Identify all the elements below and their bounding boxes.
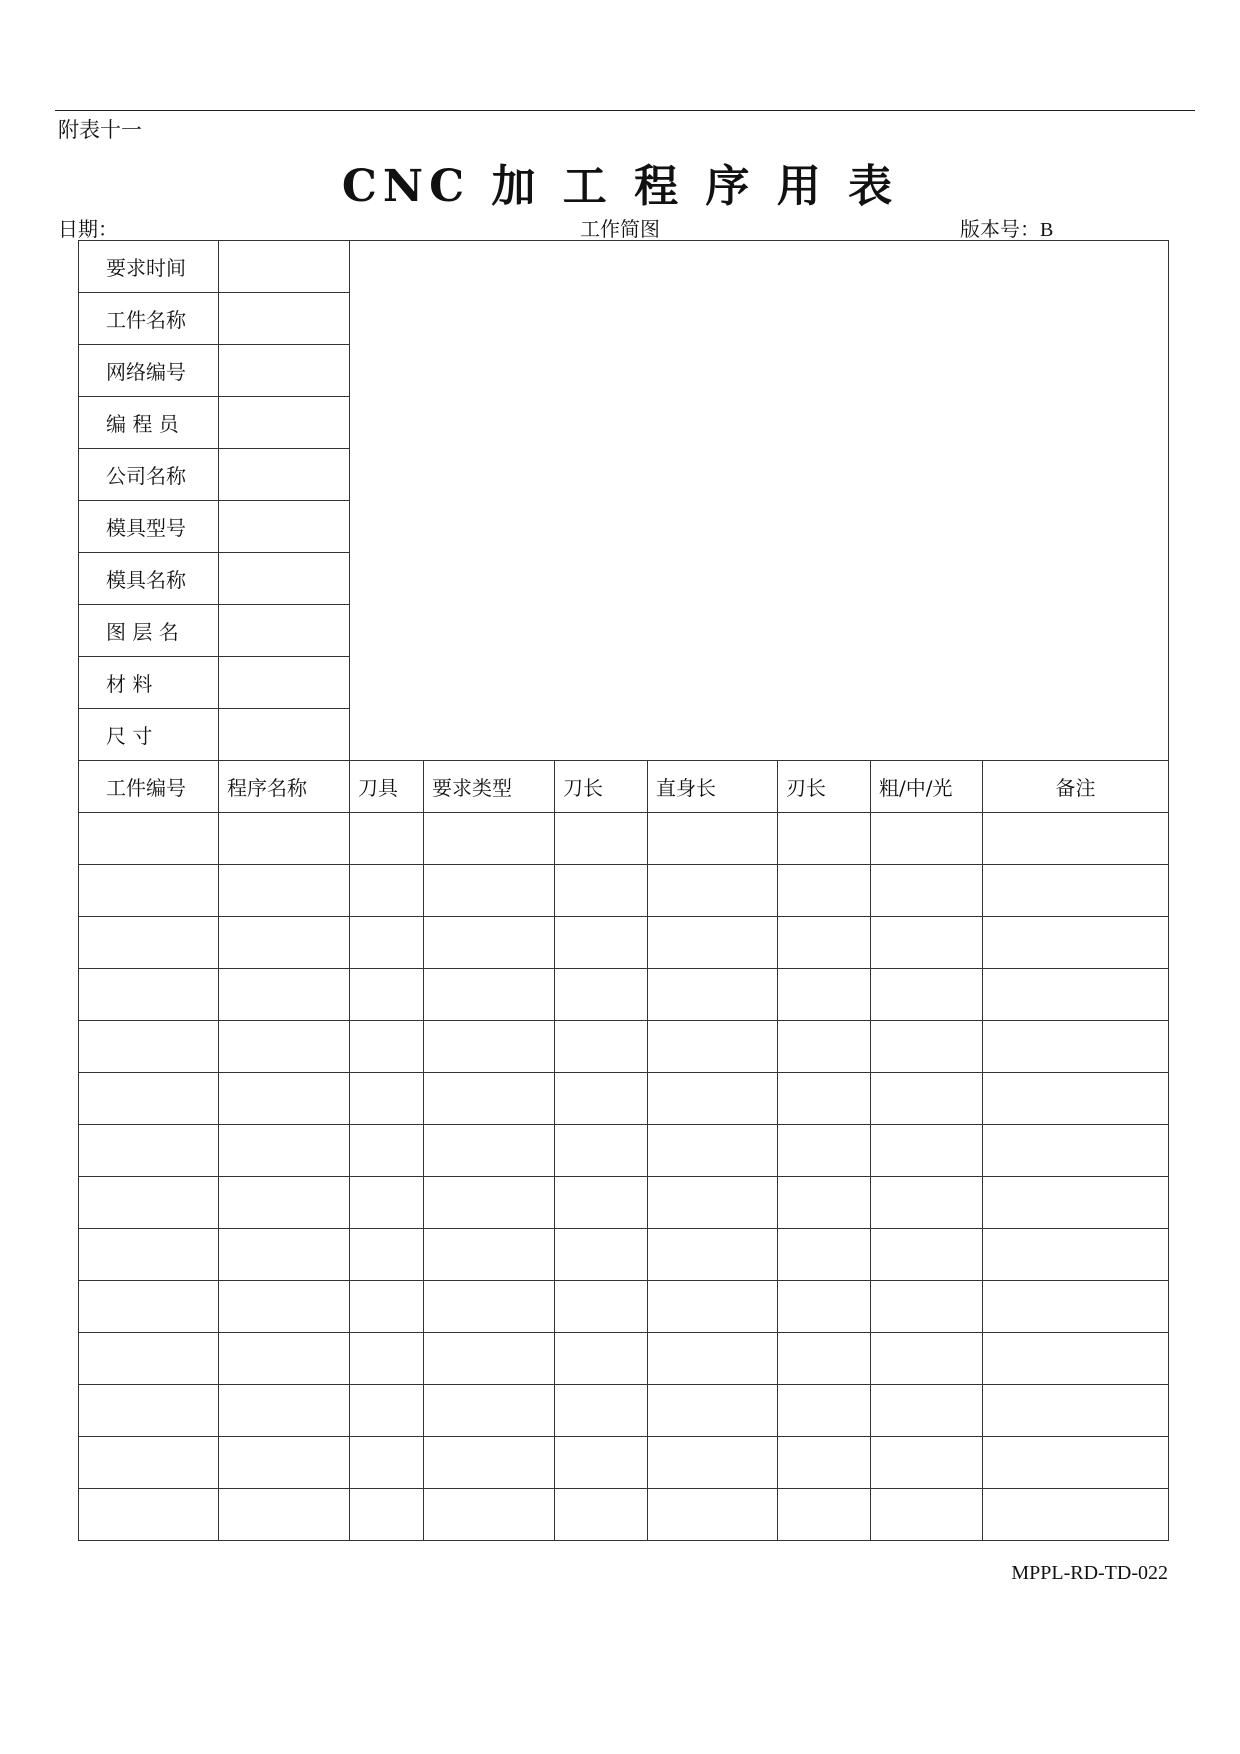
program-cell-workno[interactable]: [79, 1073, 219, 1125]
info-value-field[interactable]: [219, 345, 350, 397]
program-cell-remark[interactable]: [983, 1125, 1169, 1177]
program-cell-toollen[interactable]: [555, 1385, 648, 1437]
program-cell-edgelen[interactable]: [778, 1073, 871, 1125]
document-code: MPPL-RD-TD-022: [1011, 1562, 1168, 1584]
column-header-remark: 备注: [983, 761, 1169, 813]
program-cell-edgelen[interactable]: [778, 1489, 871, 1541]
program-cell-progname[interactable]: [219, 1281, 350, 1333]
info-row: [79, 241, 1169, 293]
program-cell-straightlen[interactable]: [648, 917, 778, 969]
sketch-label: 工作简图: [580, 217, 660, 241]
column-header-straightlen: 直身长: [648, 761, 778, 813]
column-header-tool: 刀具: [350, 761, 424, 813]
program-cell-reqtype[interactable]: [424, 1333, 555, 1385]
program-cell-toollen[interactable]: [555, 1489, 648, 1541]
date-label: 日期：: [58, 217, 118, 241]
program-cell-straightlen[interactable]: [648, 1333, 778, 1385]
program-cell-finish[interactable]: [871, 813, 983, 865]
program-cell-edgelen[interactable]: [778, 1229, 871, 1281]
info-label: 图 层 名: [79, 605, 219, 657]
program-cell-remark[interactable]: [983, 1385, 1169, 1437]
program-cell-tool[interactable]: [350, 1125, 424, 1177]
program-cell-finish[interactable]: [871, 1333, 983, 1385]
program-cell-finish[interactable]: [871, 1437, 983, 1489]
program-cell-tool[interactable]: [350, 865, 424, 917]
program-row: [79, 1177, 1169, 1229]
program-row: [79, 1125, 1169, 1177]
program-cell-finish[interactable]: [871, 1385, 983, 1437]
program-cell-progname[interactable]: [219, 969, 350, 1021]
program-cell-remark[interactable]: [983, 813, 1169, 865]
program-cell-tool[interactable]: [350, 1021, 424, 1073]
program-cell-finish[interactable]: [871, 1229, 983, 1281]
program-cell-finish[interactable]: [871, 1177, 983, 1229]
program-cell-straightlen[interactable]: [648, 1021, 778, 1073]
program-cell-remark[interactable]: [983, 1073, 1169, 1125]
program-cell-finish[interactable]: [871, 917, 983, 969]
program-row: [79, 1021, 1169, 1073]
info-value-field[interactable]: [219, 241, 350, 293]
program-cell-tool[interactable]: [350, 969, 424, 1021]
info-label: 工件名称: [79, 293, 219, 345]
program-cell-straightlen[interactable]: [648, 1229, 778, 1281]
program-cell-workno[interactable]: [79, 813, 219, 865]
info-value-field[interactable]: [219, 449, 350, 501]
info-value-field[interactable]: [219, 605, 350, 657]
info-value-field[interactable]: [219, 293, 350, 345]
program-cell-toollen[interactable]: [555, 1229, 648, 1281]
column-header-workno: 工件编号: [79, 761, 219, 813]
program-cell-straightlen[interactable]: [648, 1437, 778, 1489]
program-cell-workno[interactable]: [79, 1333, 219, 1385]
program-cell-remark[interactable]: [983, 1177, 1169, 1229]
program-cell-edgelen[interactable]: [778, 1021, 871, 1073]
program-cell-workno[interactable]: [79, 1489, 219, 1541]
program-cell-workno[interactable]: [79, 1021, 219, 1073]
program-cell-tool[interactable]: [350, 1073, 424, 1125]
program-cell-toollen[interactable]: [555, 813, 648, 865]
info-label: 要求时间: [79, 241, 219, 293]
program-cell-toollen[interactable]: [555, 917, 648, 969]
program-cell-tool[interactable]: [350, 917, 424, 969]
info-value-field[interactable]: [219, 657, 350, 709]
info-label: 尺 寸: [79, 709, 219, 761]
program-row: [79, 1281, 1169, 1333]
program-cell-edgelen[interactable]: [778, 1437, 871, 1489]
program-cell-workno[interactable]: [79, 917, 219, 969]
program-cell-finish[interactable]: [871, 1489, 983, 1541]
info-label: 模具型号: [79, 501, 219, 553]
program-cell-reqtype[interactable]: [424, 917, 555, 969]
program-cell-toollen[interactable]: [555, 1437, 648, 1489]
program-cell-workno[interactable]: [79, 1437, 219, 1489]
program-cell-remark[interactable]: [983, 865, 1169, 917]
program-cell-toollen[interactable]: [555, 1177, 648, 1229]
program-cell-progname[interactable]: [219, 865, 350, 917]
program-cell-straightlen[interactable]: [648, 1073, 778, 1125]
program-cell-remark[interactable]: [983, 1021, 1169, 1073]
program-cell-straightlen[interactable]: [648, 1489, 778, 1541]
program-cell-workno[interactable]: [79, 865, 219, 917]
program-row: [79, 1073, 1169, 1125]
program-cell-tool[interactable]: [350, 1489, 424, 1541]
program-cell-tool[interactable]: [350, 1333, 424, 1385]
program-cell-finish[interactable]: [871, 1021, 983, 1073]
info-value-field[interactable]: [219, 553, 350, 605]
program-cell-progname[interactable]: [219, 1385, 350, 1437]
program-cell-finish[interactable]: [871, 865, 983, 917]
info-value-field[interactable]: [219, 501, 350, 553]
program-cell-reqtype[interactable]: [424, 1125, 555, 1177]
program-row: [79, 1333, 1169, 1385]
program-cell-toollen[interactable]: [555, 865, 648, 917]
program-cell-toollen[interactable]: [555, 969, 648, 1021]
program-cell-tool[interactable]: [350, 813, 424, 865]
program-cell-edgelen[interactable]: [778, 813, 871, 865]
program-cell-toollen[interactable]: [555, 1021, 648, 1073]
version-value: B: [1040, 219, 1054, 241]
program-cell-progname[interactable]: [219, 1021, 350, 1073]
program-cell-workno[interactable]: [79, 1385, 219, 1437]
program-cell-workno[interactable]: [79, 1229, 219, 1281]
program-cell-straightlen[interactable]: [648, 813, 778, 865]
program-cell-tool[interactable]: [350, 1437, 424, 1489]
program-cell-remark[interactable]: [983, 969, 1169, 1021]
program-cell-straightlen[interactable]: [648, 865, 778, 917]
program-cell-toollen[interactable]: [555, 1073, 648, 1125]
info-label: 公司名称: [79, 449, 219, 501]
version-label: 版本号：: [960, 217, 1040, 241]
program-cell-remark[interactable]: [983, 1333, 1169, 1385]
info-label: 编 程 员: [79, 397, 219, 449]
version-info: [960, 213, 1053, 242]
program-cell-edgelen[interactable]: [778, 1125, 871, 1177]
appendix-label: 附表十一: [58, 118, 142, 142]
info-label: 网络编号: [79, 345, 219, 397]
program-cell-edgelen[interactable]: [778, 865, 871, 917]
column-header-finish: 粗/中/光: [871, 761, 983, 813]
program-cell-finish[interactable]: [871, 1125, 983, 1177]
program-row: [79, 865, 1169, 917]
info-value-field[interactable]: [219, 709, 350, 761]
program-cell-remark[interactable]: [983, 917, 1169, 969]
program-row: [79, 813, 1169, 865]
program-cell-workno[interactable]: [79, 969, 219, 1021]
program-cell-finish[interactable]: [871, 1073, 983, 1125]
column-header-reqtype: 要求类型: [424, 761, 555, 813]
program-cell-edgelen[interactable]: [778, 1281, 871, 1333]
program-cell-finish[interactable]: [871, 969, 983, 1021]
info-label: 模具名称: [79, 553, 219, 605]
program-cell-reqtype[interactable]: [424, 1073, 555, 1125]
program-cell-progname[interactable]: [219, 1333, 350, 1385]
program-cell-remark[interactable]: [983, 1281, 1169, 1333]
program-cell-workno[interactable]: [79, 1177, 219, 1229]
program-cell-progname[interactable]: [219, 1177, 350, 1229]
program-cell-remark[interactable]: [983, 1489, 1169, 1541]
info-label: 材 料: [79, 657, 219, 709]
program-cell-straightlen[interactable]: [648, 969, 778, 1021]
program-cell-reqtype[interactable]: [424, 1021, 555, 1073]
program-cell-progname[interactable]: [219, 1489, 350, 1541]
program-cell-workno[interactable]: [79, 1125, 219, 1177]
program-row: [79, 1437, 1169, 1489]
program-cell-straightlen[interactable]: [648, 1125, 778, 1177]
program-cell-reqtype[interactable]: [424, 969, 555, 1021]
program-cell-reqtype[interactable]: [424, 1385, 555, 1437]
info-value-field[interactable]: [219, 397, 350, 449]
program-cell-progname[interactable]: [219, 1125, 350, 1177]
top-rule: [55, 110, 1195, 111]
program-cell-workno[interactable]: [79, 1281, 219, 1333]
program-cell-tool[interactable]: [350, 1177, 424, 1229]
program-cell-progname[interactable]: [219, 1229, 350, 1281]
program-cell-toollen[interactable]: [555, 1333, 648, 1385]
program-cell-progname[interactable]: [219, 917, 350, 969]
program-cell-progname[interactable]: [219, 813, 350, 865]
program-cell-straightlen[interactable]: [648, 1281, 778, 1333]
program-header-row: [79, 761, 1169, 813]
column-header-toollen: 刀长: [555, 761, 648, 813]
program-cell-straightlen[interactable]: [648, 1385, 778, 1437]
program-cell-progname[interactable]: [219, 1073, 350, 1125]
program-row: [79, 969, 1169, 1021]
program-cell-tool[interactable]: [350, 1281, 424, 1333]
page-title: CNC 加 工 程 序 用 表: [341, 161, 899, 212]
form-body: [79, 241, 1169, 1541]
program-cell-reqtype[interactable]: [424, 1229, 555, 1281]
program-cell-remark[interactable]: [983, 1229, 1169, 1281]
program-cell-edgelen[interactable]: [778, 969, 871, 1021]
program-cell-edgelen[interactable]: [778, 917, 871, 969]
program-row: [79, 917, 1169, 969]
program-cell-edgelen[interactable]: [778, 1177, 871, 1229]
program-cell-reqtype[interactable]: [424, 1177, 555, 1229]
program-cell-reqtype[interactable]: [424, 1281, 555, 1333]
program-cell-edgelen[interactable]: [778, 1333, 871, 1385]
program-cell-tool[interactable]: [350, 1385, 424, 1437]
program-cell-tool[interactable]: [350, 1229, 424, 1281]
cnc-program-form: [78, 240, 1169, 1541]
program-cell-reqtype[interactable]: [424, 1437, 555, 1489]
program-cell-remark[interactable]: [983, 1437, 1169, 1489]
program-row: [79, 1489, 1169, 1541]
program-cell-reqtype[interactable]: [424, 813, 555, 865]
program-cell-toollen[interactable]: [555, 1125, 648, 1177]
program-row: [79, 1385, 1169, 1437]
column-header-edgelen: 刃长: [778, 761, 871, 813]
program-cell-straightlen[interactable]: [648, 1177, 778, 1229]
program-cell-reqtype[interactable]: [424, 865, 555, 917]
work-sketch-area[interactable]: [350, 241, 1169, 761]
column-header-progname: 程序名称: [219, 761, 350, 813]
program-cell-finish[interactable]: [871, 1281, 983, 1333]
program-cell-progname[interactable]: [219, 1437, 350, 1489]
program-cell-reqtype[interactable]: [424, 1489, 555, 1541]
program-cell-toollen[interactable]: [555, 1281, 648, 1333]
program-cell-edgelen[interactable]: [778, 1385, 871, 1437]
program-row: [79, 1229, 1169, 1281]
